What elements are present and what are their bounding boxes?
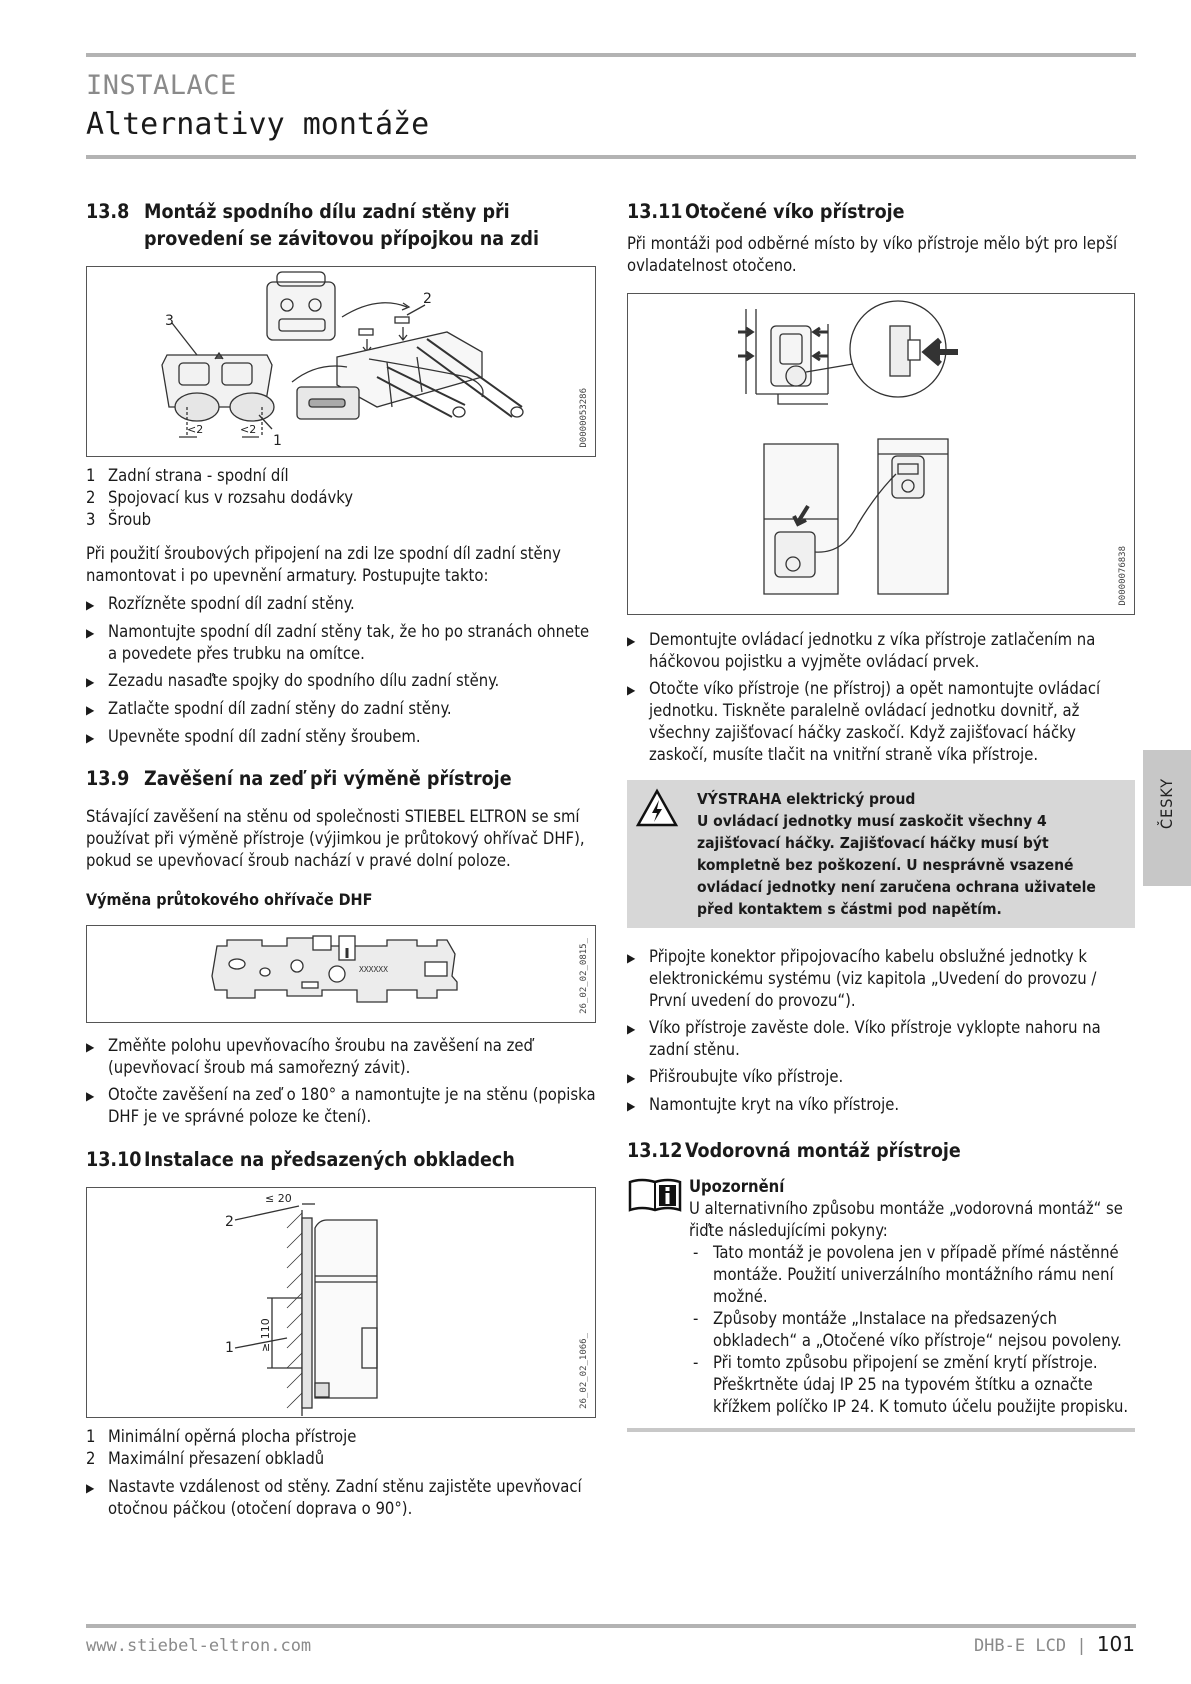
step-item: ▶ Přišroubujte víko přístroje. [627, 1066, 1135, 1089]
legend-item: 2 Maximální přesazení obkladů [86, 1449, 325, 1468]
figure-code: 26_02_02_0815_ [579, 938, 589, 1014]
section-title: Montáž spodního dílu zadní stěny při provedení se závitovou přípojkou na zdi [144, 200, 539, 250]
section-13-11-text: Při montáži pod odběrné místo by víko přístroje mělo být pro lepší ovladatelnost otočeno. [627, 234, 1118, 275]
section-number: 13.12 [627, 1139, 683, 1162]
warning-title: VÝSTRAHA elektrický proud [697, 790, 916, 808]
step-item: ▶ Demontujte ovládací jednotku z víka přístroje zatlačením na háčkovou pojistku a vyjměte ovládací prvek. [627, 630, 1096, 671]
footer-rule [86, 1624, 1136, 1628]
fig-label-2: 2 [423, 291, 432, 307]
rotated-cover-drawing [628, 294, 1134, 614]
note-text: U alternativního způsobu montáže „vodorovná montáž“ se řiďte následujícími pokyny: [689, 1199, 1123, 1240]
section-title: Vodorovná montáž přístroje [685, 1139, 961, 1162]
warning-box [627, 780, 1135, 928]
section-13-8-intro: Při použití šroubových připojení na zdi lze spodní díl zadní stěny namontovat i po upevnění armatury. Postupujte takto: [86, 544, 561, 585]
note-end-bar [627, 1428, 1135, 1432]
footer-product: DHB-E LCD [973, 1636, 1067, 1656]
fig-label-xxxxxx: XXXXXX [359, 965, 388, 974]
legend-item: 1 Zadní strana - spodní díl [86, 466, 289, 485]
step-item: ▶ Víko přístroje zavěste dole. Víko přístroje vyklopte nahoru na zadní stěnu. [627, 1018, 1101, 1059]
fig-dim-110: ≥ 110 [259, 1318, 272, 1352]
warning-body: U ovládací jednotky musí zaskočit všechny 4 zajišťovací háčky. Zajišťovací háčky musí být kompletně bez poškození. U nesprávně vsazené ovládací jednotky není zaručena ochrana uživatele před kontaktem s částmi pod napětím. [697, 812, 1096, 918]
bullet-triangle-icon: ▶ [86, 598, 95, 612]
step-item: ▶ Upevněte spodní díl zadní stěny šroubem. [86, 726, 596, 749]
step-item: ▶ Otočte víko přístroje (ne přístroj) a opět namontujte ovládací jednotku. Tiskněte paralelně ovládací jednotku dovnitř, až všechny zajišťovací háčky zaskočí. Když zajišťovací háčky zaskočí, musíte tlačit na vnitřní straně víka přístroje. [627, 679, 1101, 764]
figure-back-wall-lower-part [86, 266, 596, 457]
bullet-triangle-icon: ▶ [86, 731, 95, 745]
footer-separator: | [1076, 1636, 1087, 1656]
fig-label-gap-left: <2 [187, 423, 204, 436]
figure-rotated-cover [627, 293, 1135, 615]
note-item: - Tato montáž je povolena jen v případě přímé nástěnné montáže. Použití univerzálního montážního rámu není možné. [693, 1243, 1119, 1306]
fig-dim-20: ≤ 20 [265, 1192, 292, 1205]
steps-13-10 [86, 1476, 596, 1520]
offset-tiling-drawing [87, 1188, 595, 1416]
bullet-triangle-icon: ▶ [627, 1099, 636, 1113]
bullet-triangle-icon: ▶ [86, 703, 95, 717]
bullet-triangle-icon: ▶ [627, 683, 636, 697]
legend-item: 2 Spojovací kus v rozsahu dodávky [86, 488, 354, 507]
note-item: - Způsoby montáže „Instalace na předsazených obkladech“ a „Otočené víko přístroje“ nejsou povoleny. [693, 1309, 1122, 1350]
steps-13-11 [627, 629, 1135, 766]
bullet-triangle-icon: ▶ [627, 1022, 636, 1036]
figure-code: D0000076838 [1118, 546, 1128, 606]
wall-bracket-drawing [87, 926, 595, 1021]
header-top-rule [86, 53, 1136, 57]
section-title: Zavěšení na zeď při výměně přístroje [144, 767, 512, 790]
footer-product-page [974, 1632, 1135, 1656]
header-bottom-rule [86, 155, 1136, 159]
legend-13-8 [86, 465, 596, 531]
figure-code: 26_02_02_1066_ [579, 1333, 589, 1409]
section-13-9-heading [86, 765, 596, 792]
section-number: 13.10 [86, 1148, 142, 1171]
page-title: Alternativy montáže [86, 107, 430, 142]
steps-13-9 [86, 1035, 596, 1128]
bullet-triangle-icon: ▶ [627, 951, 636, 965]
legend-item: 1 Minimální opěrná plocha přístroje [86, 1427, 357, 1446]
figure-code: D0000053286 [579, 388, 589, 448]
bullet-triangle-icon: ▶ [86, 1040, 95, 1054]
figure-offset-tiling [86, 1187, 596, 1418]
page-number: 101 [1096, 1632, 1135, 1656]
step-item: ▶ Namontujte spodní díl zadní stěny tak, že ho po stranách ohnete a povedete přes trubku na omítce. [86, 622, 590, 663]
note-title: Upozornění [689, 1177, 785, 1196]
step-item: ▶ Připojte konektor připojovacího kabelu obslužné jednotky k elektronickému systému (viz kapitola „Uvedení do provozu / První uvedení do provozu“). [627, 947, 1097, 1010]
section-13-9-subtitle: Výměna průtokového ohřívače DHF [86, 890, 373, 909]
fig-label-gap-right: <2 [240, 423, 257, 436]
section-number: 13.9 [86, 767, 130, 790]
bullet-triangle-icon: ▶ [86, 1089, 95, 1103]
language-side-tab [1143, 750, 1191, 886]
steps-13-11-b [627, 946, 1135, 1117]
step-item: ▶ Změňte polohu upevňovacího šroubu na zavěšení na zeď (upevňovací šroub má samořezný závit). [86, 1036, 533, 1077]
note-box [627, 1176, 1135, 1418]
right-column [627, 198, 1135, 1432]
footer-url: www.stiebel-eltron.com [86, 1636, 312, 1656]
step-item: ▶ Nastavte vzdálenost od stěny. Zadní stěnu zajistěte upevňovací otočnou páčkou (otočení doprava o 90°). [86, 1477, 582, 1518]
note-item: - Při tomto způsobu připojení se změní krytí přístroje. Přeškrtněte údaj IP 25 na typovém štítku a označte křížkem políčko IP 24. K tomuto účelu použijte propisku. [693, 1353, 1129, 1416]
section-title: Otočené víko přístroje [685, 200, 905, 223]
bullet-triangle-icon: ▶ [627, 1071, 636, 1085]
figure-wall-mount-bracket [86, 925, 596, 1023]
section-13-8-heading [86, 198, 596, 252]
left-column [86, 198, 596, 1525]
step-item: ▶ Rozřízněte spodní díl zadní stěny. [86, 593, 596, 616]
section-number: 13.11 [627, 200, 683, 223]
section-13-10-heading [86, 1146, 596, 1173]
back-wall-drawing [87, 267, 595, 455]
section-number: 13.8 [86, 200, 130, 223]
bullet-triangle-icon: ▶ [86, 675, 95, 689]
step-item: ▶ Otočte zavěšení na zeď o 180° a namontujte je na stěnu (popiska DHF je ve správné poloze ke čtení). [86, 1085, 596, 1126]
step-item: ▶ Zezadu nasaďte spojky do spodního dílu zadní stěny. [86, 670, 596, 693]
fig-label-3: 3 [165, 313, 174, 329]
section-13-9-text: Stávající zavěšení na stěnu od společnosti STIEBEL ELTRON se smí používat při výměně přístroje (výjimkou je průtokový ohřívač DHF), pokud se upevňovací šroub nachází v pravé dolní poloze. [86, 807, 585, 870]
fig-label-1: 1 [273, 433, 282, 449]
step-item: ▶ Namontujte kryt na víko přístroje. [627, 1094, 1135, 1117]
note-list [689, 1242, 1135, 1418]
fig-label-1: 1 [225, 1340, 234, 1356]
bullet-triangle-icon: ▶ [86, 1481, 95, 1495]
steps-13-8 [86, 593, 596, 749]
bullet-triangle-icon: ▶ [627, 634, 636, 648]
legend-13-10 [86, 1426, 596, 1470]
section-title: Instalace na předsazených obkladech [144, 1148, 515, 1171]
warning-triangle-icon [635, 788, 697, 920]
fig-label-2: 2 [225, 1214, 234, 1230]
section-13-11-heading [627, 198, 1135, 225]
language-label: ČESKY [1157, 778, 1176, 829]
book-info-icon [627, 1176, 689, 1418]
section-13-12-heading [627, 1137, 1135, 1164]
bullet-triangle-icon: ▶ [86, 626, 95, 640]
chapter-title: INSTALACE [86, 70, 237, 101]
legend-item: 3 Šroub [86, 510, 152, 529]
step-item: ▶ Zatlačte spodní díl zadní stěny do zadní stěny. [86, 698, 596, 721]
